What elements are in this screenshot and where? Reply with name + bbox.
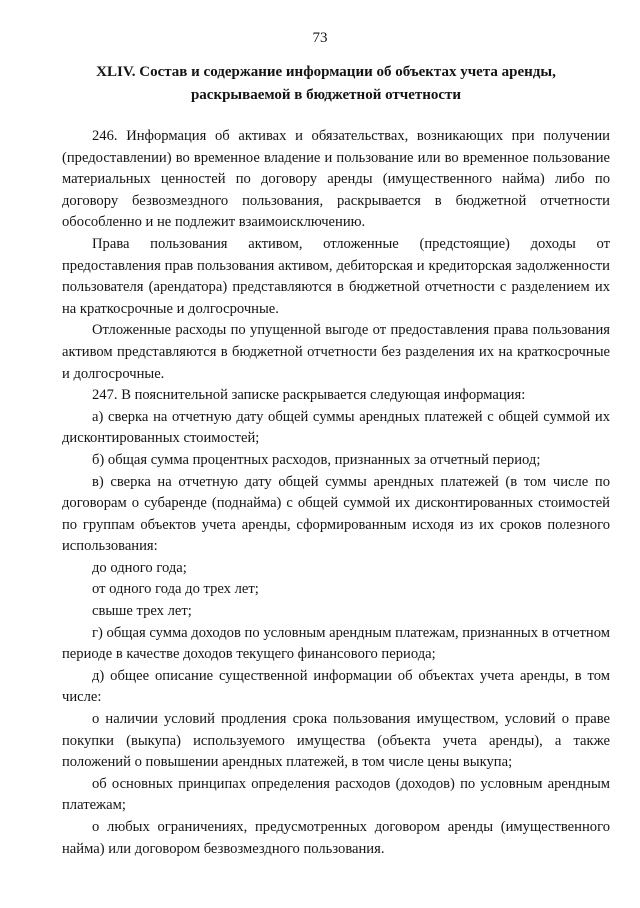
paragraph-usage-rights: Права пользования активом, отложенные (предстоящие) доходы от предоставления прав пользования активом, дебиторская и кредиторская задолженности пользователя (арендатора) представляются в бюджетной отчетности с разделением их на краткосрочные и долгосрочные.: [62, 235, 610, 317]
page-number: 73: [312, 30, 328, 46]
list-item-v: в) сверка на отчетную дату общей суммы арендных платежей (в том числе по договорам о субаренде (поднайма) с общей суммой их дисконтированных стоимостей по группам объектов учета аренды, сформированным исходя из их сроков полезного использования:: [62, 473, 610, 555]
paragraph-deferred-expenses: Отложенные расходы по упущенной выгоде от предоставления права пользования активом представляются в бюджетной отчетности без разделения их на краткосрочные и долгосрочные.: [62, 322, 610, 382]
section-heading-line-1: XLIV. Состав и содержание информации об объектах учета аренды,: [96, 64, 556, 80]
list-subitem-one-to-three-years: от одного года до трех лет;: [92, 581, 259, 598]
list-subitem-up-to-one-year: до одного года;: [92, 559, 187, 576]
list-subitem-contingent-payments: об основных принципах определения расходов (доходов) по условным арендным платежам;: [62, 775, 610, 814]
list-subitem-extension-conditions: о наличии условий продления срока пользования имуществом, условий о праве покупки (выкупа) используемого имущества (объекта учета аренды), а также положений о повышении арендных платежей, в том числе цены выкупа;: [62, 711, 610, 771]
list-subitem-restrictions: о любых ограничениях, предусмотренных договором аренды (имущественного найма) или договором безвозмездного пользования.: [62, 819, 610, 857]
paragraph-247: 247. В пояснительной записке раскрывается следующая информация:: [92, 387, 526, 404]
list-item-g: г) общая сумма доходов по условным арендным платежам, признанных в отчетном периоде в качестве доходов текущего финансового периода;: [62, 624, 610, 663]
list-item-d: д) общее описание существенной информации об объектах учета аренды, в том числе:: [62, 667, 610, 706]
list-subitem-over-three-years: свыше трех лет;: [92, 603, 192, 620]
paragraph-246: 246. Информация об активах и обязательствах, возникающих при получении (предоставлении) во временное владение и пользование или во временное пользование материальных ценностей по договору аренды (имущественного найма) либо по договору безвозмездного пользования, раскрывается в бюджетной отчетности обособленно и не подлежит взаимоисключению.: [62, 128, 610, 231]
section-heading-line-2: раскрываемой в бюджетной отчетности: [190, 87, 462, 103]
list-item-b: б) общая сумма процентных расходов, признанных за отчетный период;: [92, 451, 541, 468]
section-heading: [80, 61, 572, 107]
list-item-a: а) сверка на отчетную дату общей суммы арендных платежей с общей суммой их дисконтированных стоимостей;: [62, 408, 610, 447]
document-body: [62, 126, 610, 860]
